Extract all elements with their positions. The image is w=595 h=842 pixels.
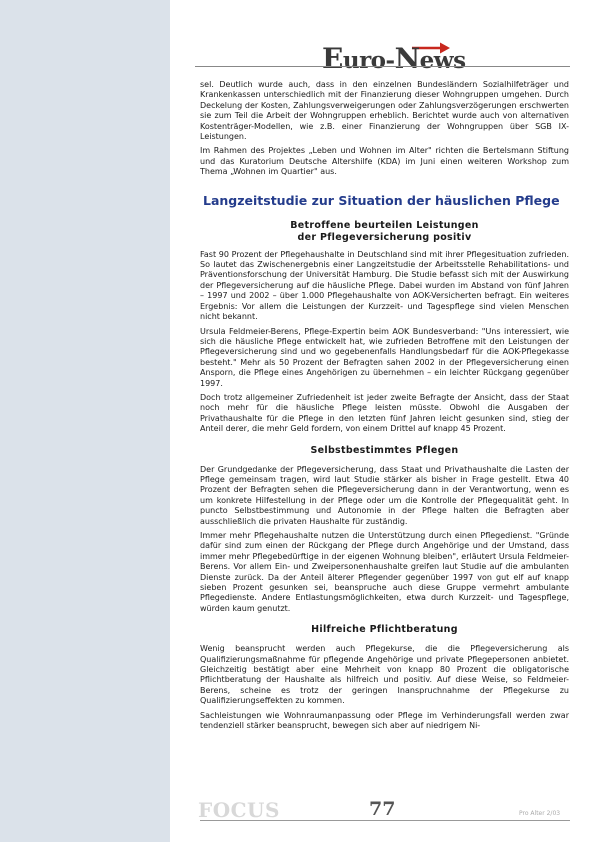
subtitle-line-2: der Pflegeversicherung positiv [297,231,472,243]
subtitle-line-1: Betroffene beurteilen Leistungen [290,219,479,231]
section-2-paragraph-1: Wenig beansprucht werden auch Pflegekurse, die die Pflegeversicherung als Qualifizierungsmaßnahme für pflegende Angehörige und private Pflegepersonen anbietet. Gleichzeitig bestätigt aber eine Mehrheit von knapp 80 Prozent die obligatorische Pflichtberatung der Haushalte als hilfreich und positiv. Auf diese Weise, so Feldmeier-Berens, scheine es trotz der geringen Inanspruchnahme der Pflegekurse zu Qualifizierungseffekten zu kommen. [200,644,569,706]
article-paragraph-2: Ursula Feldmeier-Berens, Pflege-Expertin beim AOK Bundesverband: "Uns interessiert, wie sich die häusliche Pflege entwickelt hat, wie zufrieden Betroffene mit den Leistungen der Pflegeversicherung sind und wo gegebenenfalls Handlungsbedarf für die AOK-Pflegekasse besteht." Mehr als 50 Prozent der Befragten sahen 2002 in der Pflegeversicherung einen Ansporn, die Pflege eines Angehörigen zu übernehmen – ein leichter Rückgang gegenüber 1997. [200,326,569,388]
article-column [200,80,569,736]
footer-focus-label: FOCUS [198,798,280,822]
logo-text-uro: uro- [342,47,395,74]
section-1-paragraph-1: Der Grundgedanke der Pflegeversicherung, dass Staat und Privathaushalte die Lasten der Pflege gemeinsam tragen, wird laut Studie stärker als bisher in Frage gestellt. Etwa 40 Prozent der Befragten sehen die Pflegeversicherung dann in der Verantwortung, wenn es um konkrete Hilfestellung in der Pflege oder um die Kontrolle der Pflegequalität geht. In puncto Selbstbestimmung und Autonomie in der Pflege halten die Befragten aber ausschließlich die privaten Haushalte für zuständig. [200,464,569,526]
header-rule [195,66,570,67]
page-number: 77 [369,798,396,820]
section-heading-hilfreiche-pflichtberatung: Hilfreiche Pflichtberatung [311,624,458,636]
left-margin-band [0,0,170,842]
article-title: Langzeitstudie zur Situation der häuslichen Pflege [203,192,560,208]
logo-letter-n: N [394,42,420,75]
article-subtitle [200,220,569,244]
footer-rule [200,820,570,821]
logo-text-ews: ews [419,47,466,74]
section-heading-selbstbestimmtes-pflegen: Selbstbestimmtes Pflegen [310,444,459,456]
intro-paragraph-2: Im Rahmen des Projektes „Leben und Wohnen im Alter" richten die Bertelsmann Stiftung und das Kuratorium Deutsche Altershilfe (KDA) im Juni einen weiteren Workshop zum Thema „Wohnen im Quartier" aus. [200,146,569,177]
article-paragraph-1: Fast 90 Prozent der Pflegehaushalte in Deutschland sind mit ihrer Pflegesituation zufrieden. So lautet das Zwischenergebnis einer Langzeitstudie der Arbeitsstelle Rehabilitations- und Präventionsforschung der Universität Hamburg. Die Studie befasst sich mit der Auswirkung der Pflegeversicherung auf die häusliche Pflege. Dabei wurden im Abstand von fünf Jahren – 1997 und 2002 – über 1.000 Pflegehaushalte von AOK-Versicherten befragt. Ein weiteres Ergebnis: Vor allem die Leistungen der Kurzzeit- und Tagespflege sind vielen Menschen nicht bekannt. [200,249,569,322]
euro-news-logo [322,41,466,75]
issue-label: Pro Alter 2/03 [519,810,561,817]
section-1-paragraph-2: Immer mehr Pflegehaushalte nutzen die Unterstützung durch einen Pflegedienst. "Gründe dafür sind zum einen der Rückgang der Pflege durch Angehörige und der Umstand, dass immer mehr Pflegebedürftige in der eigenen Wohnung bleiben", erläutert Ursula Feldmeier-Berens. Vor allem Ein- und Zweipersonenhaushalte greifen laut Studie auf die ambulanten Dienste zurück. Da der Anteil älterer Pflegender gegenüber 1997 von gut elf auf knapp sieben Prozent gesunken sei, beanspruche auch diese Gruppe vermehrt ambulante Pflegedienste. Andere Entlastungsmöglichkeiten, etwa durch Kurzzeit- und Tagespflege, würden kaum genutzt. [200,531,569,613]
article-paragraph-3: Doch trotz allgemeiner Zufriedenheit ist jeder zweite Befragte der Ansicht, dass der Staat noch mehr für die häusliche Pflege leisten müsste. Obwohl die Ausgaben der Privathaushalte für die Pflege in den letzten fünf Jahren leicht gesunken sind, stieg der Anteil derer, die mehr Geld fordern, von einem Drittel auf knapp 45 Prozent. [200,392,569,434]
section-2-paragraph-2: Sachleistungen wie Wohnraumanpassung oder Pflege im Verhinderungsfall werden zwar tendenziell stärker beansprucht, bewegen sich aber auf niedrigem Ni- [200,710,569,731]
logo-letter-e: E [322,42,343,75]
intro-paragraph-1: sel. Deutlich wurde auch, dass in den einzelnen Bundesländern Sozialhilfeträger und Krankenkassen unterschiedlich mit der Finanzierung dieser Wohngruppen umgehen. Durch Deckelung der Kosten, Zahlungsverweigerungen oder Zahlungsverzögerungen erschwerten sie zum Teil die Arbeit der Wohngruppen erheblich. Berichtet wurde auch von alternativen Kostenträger-Modellen, wie z.B. einer Finanzierung der Wohngruppen über SGB IX-Leistungen. [200,80,569,142]
